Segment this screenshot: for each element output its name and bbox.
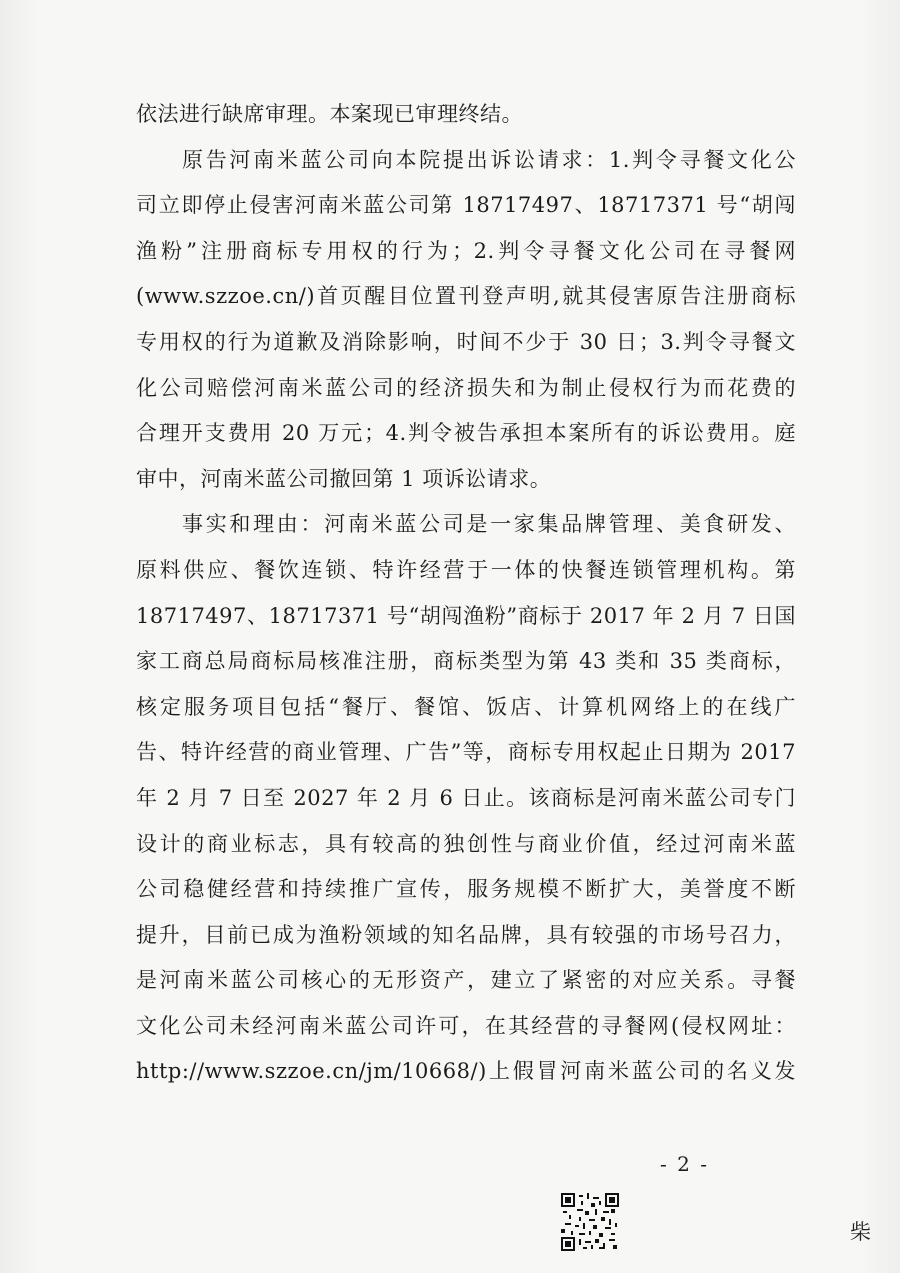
text-line-4: 渔粉”注册商标专用权的行为；2.判令寻餐文化公司在寻餐网	[136, 238, 796, 263]
text-line-14: 核定服务项目包括“餐厅、餐馆、饭店、计算机网络上的在线广	[136, 694, 796, 719]
corner-character: 柴	[850, 1220, 871, 1244]
document-body	[136, 92, 796, 1095]
text-line-16: 年 2 月 7 日至 2027 年 2 月 6 日止。该商标是河南米蓝公司专门	[136, 785, 796, 810]
text-line-15: 告、特许经营的商业管理、广告”等，商标专用权起止日期为 2017	[136, 740, 796, 765]
text-line-2: 原告河南米蓝公司向本院提出诉讼请求：1.判令寻餐文化公	[182, 147, 796, 172]
text-line-3: 司立即停止侵害河南米蓝公司第 18717497、18717371 号“胡闯	[136, 193, 796, 218]
text-line-21: 文化公司未经河南米蓝公司许可，在其经营的寻餐网(侵权网址：	[136, 1013, 796, 1038]
qr-code-icon	[561, 1193, 619, 1251]
text-line-7: 化公司赔偿河南米蓝公司的经济损失和为制止侵权行为而花费的	[136, 375, 796, 400]
text-line-22: http://www.szzoe.cn/jm/10668/)上假冒河南米蓝公司的名义发	[136, 1059, 796, 1084]
text-line-5: (www.szzoe.cn/)首页醒目位置刊登声明,就其侵害原告注册商标	[136, 284, 796, 309]
text-line-1: 依法进行缺席审理。本案现已审理终结。	[136, 102, 523, 126]
text-line-18: 公司稳健经营和持续推广宣传，服务规模不断扩大，美誉度不断	[136, 877, 796, 902]
text-line-8: 合理开支费用 20 万元；4.判令被告承担本案所有的诉讼费用。庭	[136, 421, 796, 446]
text-line-19: 提升，目前已成为渔粉领域的知名品牌，具有较强的市场号召力，	[136, 922, 796, 947]
text-line-17: 设计的商业标志，具有较高的独创性与商业价值，经过河南米蓝	[136, 831, 796, 856]
text-line-11: 原料供应、餐饮连锁、特许经营于一体的快餐连锁管理机构。第	[136, 557, 796, 582]
text-line-9: 审中，河南米蓝公司撤回第 1 项诉讼请求。	[136, 466, 552, 491]
text-line-6: 专用权的行为道歉及消除影响，时间不少于 30 日；3.判令寻餐文	[136, 329, 796, 354]
page-number: - 2 -	[660, 1152, 709, 1176]
text-line-20: 是河南米蓝公司核心的无形资产，建立了紧密的对应关系。寻餐	[136, 968, 796, 993]
text-line-13: 家工商总局商标局核准注册，商标类型为第 43 类和 35 类商标，	[136, 649, 796, 674]
text-line-10: 事实和理由：河南米蓝公司是一家集品牌管理、美食研发、	[182, 512, 796, 537]
text-line-12: 18717497、18717371 号“胡闯渔粉”商标于 2017 年 2 月 7 日国	[136, 603, 796, 628]
